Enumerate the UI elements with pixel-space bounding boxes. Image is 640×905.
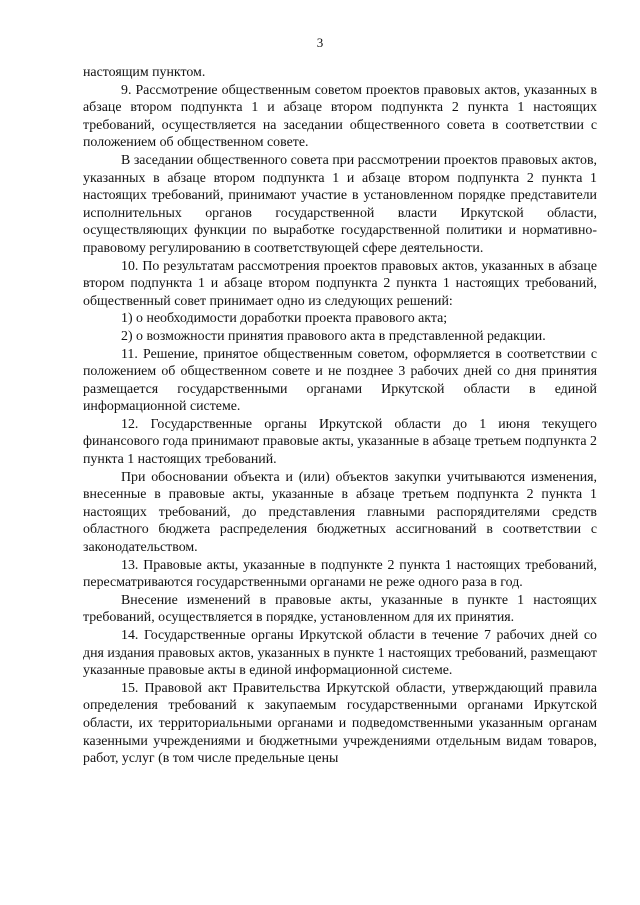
paragraph-15: 15. Правовой акт Правительства Иркутской области, утверждающий правила определения требований к закупаемым государственными органами Иркутской области, их территориальными органами и подведомственными указанным органам казенными учреждениями и бюджетными учреждениями отдельным видам товаров, работ, услуг (в том числе предельные цены	[83, 680, 597, 767]
paragraph-12-part-2: При обосновании объекта и (или) объектов закупки учитываются изменения, внесенные в правовые акты, указанные в абзаце третьем подпункта 2 пункта 1 настоящих требований, до представления главными распорядителями средств областного бюджета распределения бюджетных ассигнований в соответствии с законодательством.	[83, 469, 597, 556]
paragraph-14: 14. Государственные органы Иркутской области в течение 7 рабочих дней со дня издания правовых актов, указанных в пункте 1 настоящих требований, размещают указанные правовые акты в единой информационной системе.	[83, 628, 597, 679]
paragraph-10-item-2: 2) о возможности принятия правового акта в представленной редакции.	[121, 328, 546, 344]
document-body	[83, 64, 597, 768]
paragraph-13: 13. Правовые акты, указанные в подпункте 2 пункта 1 настоящих требований, пересматриваются государственными органами не реже одного раза в год.	[83, 557, 597, 591]
paragraph-10-item-1: 1) о необходимости доработки проекта правового акта;	[121, 311, 448, 327]
page-number: 3	[316, 35, 324, 50]
paragraph-11: 11. Решение, принятое общественным советом, оформляется в соответствии с положением об общественном совете и не позднее 3 рабочих дней со дня принятия размещается государственными органами Иркутской области в единой информационной системе.	[83, 346, 597, 415]
paragraph-12: 12. Государственные органы Иркутской области до 1 июня текущего финансового года принимают правовые акты, указанные в абзаце третьем подпункта 2 пункта 1 настоящих требований.	[83, 416, 597, 468]
paragraph-13-part-2: Внесение изменений в правовые акты, указанные в пункте 1 настоящих требований, осуществляется в порядке, установленном для их принятия.	[83, 592, 597, 626]
paragraph-9: 9. Рассмотрение общественным советом проектов правовых актов, указанных в абзаце втором подпункта 1 и абзаце втором подпункта 2 пункта 1 настоящих требований, осуществляется на заседании общественного совета в соответствии с положением об общественном совете.	[83, 82, 597, 151]
paragraph-continuation: настоящим пунктом.	[83, 65, 206, 80]
paragraph-9-part-2: В заседании общественного совета при рассмотрении проектов правовых актов, указанных в абзаце втором подпункта 1 и абзаце втором подпункта 2 пункта 1 настоящих требований, принимают участие в установленном порядке представители исполнительных органов государственной власти Иркутской области, осуществляющих функции по выработке государственной политики и нормативно-правовому регулированию в соответствующей сфере деятельности.	[83, 152, 597, 256]
paragraph-10: 10. По результатам рассмотрения проектов правовых актов, указанных в абзаце втором подпункта 1 и абзаце втором подпункта 2 пункта 1 настоящих требований, общественный совет принимает одно из следующих решений:	[83, 258, 597, 309]
